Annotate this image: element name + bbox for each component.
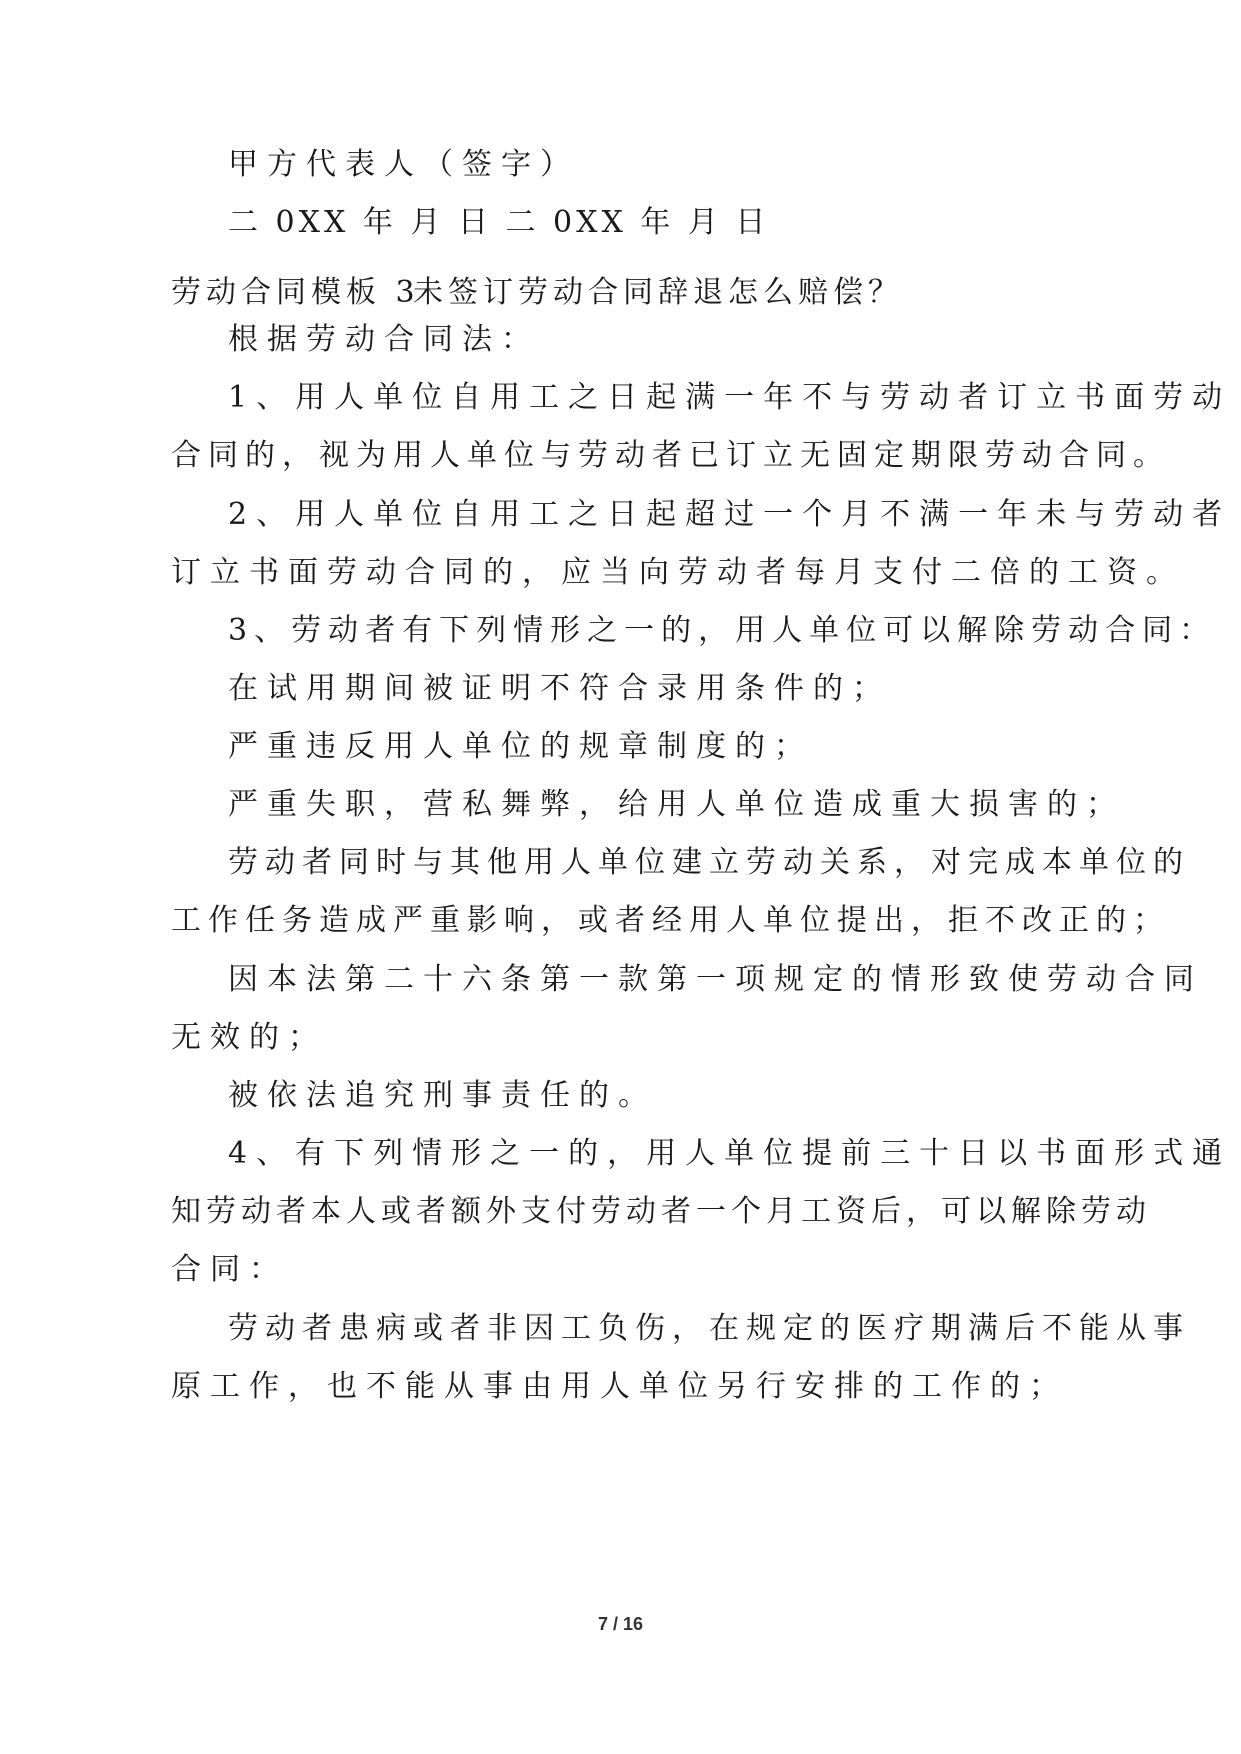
paragraph-4-line-1: 4、有下列情形之一的，用人单位提前三十日以书面形式通 xyxy=(228,1136,1232,1171)
list-item-3: 严重失职，营私舞弊，给用人单位造成重大损害的； xyxy=(228,787,1125,822)
list-item-1: 在试用期间被证明不符合录用条件的； xyxy=(228,671,891,706)
page-number: 7 / 16 xyxy=(597,1614,644,1634)
list-item-4-line-1: 劳动者同时与其他用人单位建立劳动关系，对完成本单位的 xyxy=(228,845,1190,880)
list-item-6: 被依法追究刑事责任的。 xyxy=(228,1078,657,1113)
paragraph-4-line-2: 知劳动者本人或者额外支付劳动者一个月工资后，可以解除劳动 xyxy=(171,1194,1151,1229)
paragraph-4-line-3: 合同： xyxy=(171,1252,288,1287)
list-item-7-line-2: 原工作，也不能从事由用人单位另行安排的工作的； xyxy=(171,1369,1068,1404)
paragraph-2-line-1: 2、用人单位自用工之日起超过一个月不满一年未与劳动者 xyxy=(228,497,1232,532)
paragraph-3: 3、劳动者有下列情形之一的，用人单位可以解除劳动合同： xyxy=(228,613,1217,648)
paragraph-1-line-2: 合同的，视为用人单位与劳动者已订立无固定期限劳动合同。 xyxy=(171,438,1170,473)
signature-label: 甲方代表人（签字） xyxy=(228,147,579,182)
list-item-5-line-1: 因本法第二十六条第一款第一项规定的情形致使劳动合同 xyxy=(228,962,1203,997)
paragraph-intro: 根据劳动合同法： xyxy=(228,322,540,357)
list-item-4-line-2: 工作任务造成严重影响，或者经用人单位提出，拒不改正的； xyxy=(171,903,1170,938)
list-item-2: 严重违反用人单位的规章制度的； xyxy=(228,729,813,764)
signature-date-line: 二 0XX 年 月 日 二 0XX 年 月 日 xyxy=(228,205,770,240)
paragraph-2-line-2: 订立书面劳动合同的，应当向劳动者每月支付二倍的工资。 xyxy=(171,555,1185,590)
section-heading-left: 劳动合同模板 3 xyxy=(171,275,420,310)
list-item-5-line-2: 无效的； xyxy=(171,1020,327,1055)
list-item-7-line-1: 劳动者患病或者非因工负伤，在规定的医疗期满后不能从事 xyxy=(228,1311,1190,1346)
paragraph-1-line-1: 1、用人单位自用工之日起满一年不与劳动者订立书面劳动 xyxy=(228,380,1232,415)
section-heading-right: 未签订劳动合同辞退怎么赔偿？ xyxy=(413,275,903,310)
